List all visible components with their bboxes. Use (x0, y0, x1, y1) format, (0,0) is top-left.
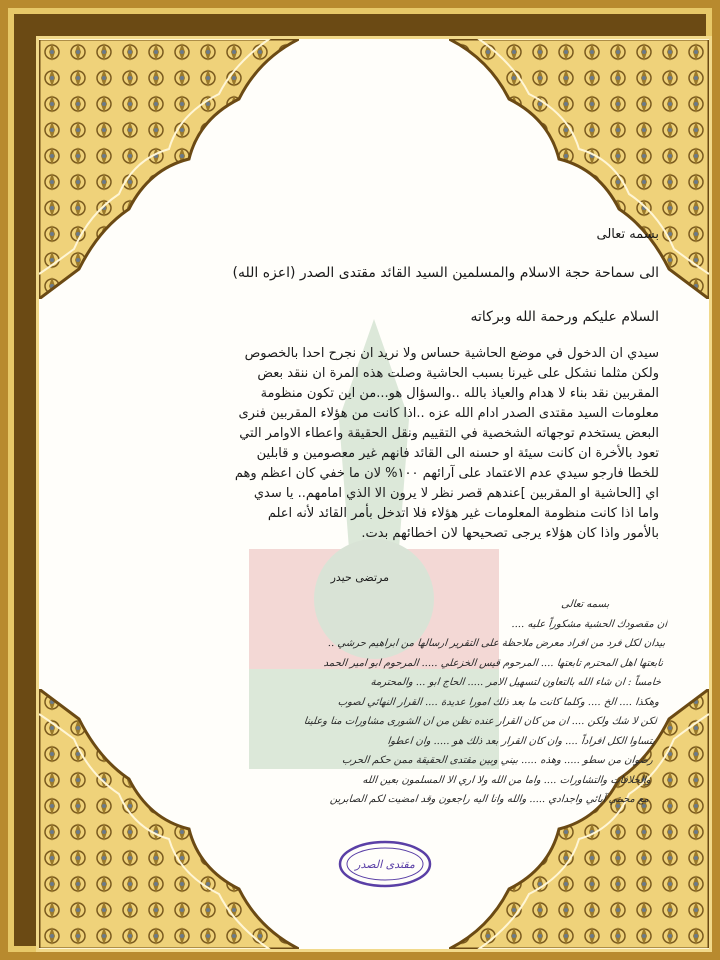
body-line: اي [الحاشية او المقربين ]عندهم قصر نظر لا يرون الا الذي امامهم.. يا سدي (253, 486, 659, 501)
letter-basmala: بسمه تعالى (596, 227, 659, 242)
body-line: المقربين نقد بناء لا هدام والعياذ بالله ..والسؤال هو...من اين تكون منظومة (260, 386, 659, 401)
official-seal (337, 839, 433, 889)
body-line: بالأمور واذا كان هؤلاء يرجى تصحيحها لان اخطائهم بدت. (361, 526, 659, 541)
reply-line: ان مقصودك الحشية مشكوراً عليه .... (511, 618, 668, 630)
reply-line: تابعتها اهل المحترم تابعتها .... المرحوم قيس الخزعلي ..... المرحوم ابو امير الحمد (323, 657, 664, 669)
body-line: البعض يستخدم توجهاته الشخصية في التقييم ونقل الحقيقة واعطاء الاوامر التي (239, 426, 659, 441)
reply-line: يتساوا الكل افراداً .... وان كان القرار بعد ذلك هو ..... وان اعطوا (387, 735, 656, 747)
reply-line: بسمه تعالى (560, 599, 610, 610)
body-line: ولكن مثلما نشكل على غيرنا بسبب الحاشية وصلت هذه المرة ان ننقد بعض (257, 366, 659, 381)
letter-signer: مرتضى حيدر (330, 571, 389, 584)
reply-line: والخلافات والتشاورات .... واما من الله ولا اري الا المسلمون بعين الله (361, 774, 652, 786)
handwritten-reply (68, 595, 671, 810)
seal-text: مقتدى الصدر (355, 858, 415, 871)
letter-greeting: السلام عليكم ورحمة الله وبركاته (470, 309, 659, 325)
reply-line: رضوان من سطو ..... وهذه ..... بيني وبين مقتدى الحقيقة ممن حكم الحرب (341, 755, 654, 766)
body-line: معلومات السيد مقتدى الصدر ادام الله عزه ..اذا كانت من هؤلاء المقربين فنرى (238, 406, 659, 421)
letter-content (69, 39, 668, 939)
body-line: للخطا فارجو سيدي عدم الاعتماد على آرائهم ١٠٠% لان ما خفي كان اعظم وهم (234, 466, 659, 481)
body-line: سيدي ان الدخول في موضع الحاشية حساس ولا نريد ان نجرح احدا بالخصوص (244, 346, 659, 361)
letter-body (79, 344, 659, 544)
body-line: تعود بالأخرة ان كانت سيئة او حسنه الى القائد فانهم غير معصومين و قابلين (256, 446, 659, 461)
letter-address: الى سماحة حجة الاسلام والمسلمين السيد القائد مقتدى الصدر (اعزه الله) (232, 265, 659, 281)
reply-line: مع محبتي آبائي واجدادي ..... والله وانا اليه راجعون وقد امضيت لكم الصابرين (329, 794, 650, 805)
reply-line: بيدان لكل فرد من افراد معرض ملاحظة على التقرير ارسالها من ابراهيم حرشي .. (327, 638, 666, 649)
reply-line: خامساً : ان شاء الله بالتعاون لتسهيل الامر ..... الحاج ابو ... والمحترمة (370, 677, 662, 688)
frame-border (8, 8, 712, 952)
reply-line: لكن لا شك ولكن .... ان من كان القرار عنده نظن من ان الشورى مشاورات منا وعلينا (303, 716, 658, 727)
reply-line: وهكذا .... الخ .... وكلما كانت ما بعد ذلك امورا عديدة .... القرار النهائي لصوب (337, 696, 660, 708)
letter-paper (36, 36, 712, 952)
body-line: واما اذا كانت منظومة المعلومات غير هؤلاء فلا اتدخل بأمر القائد لأنه اعلم (267, 506, 659, 521)
